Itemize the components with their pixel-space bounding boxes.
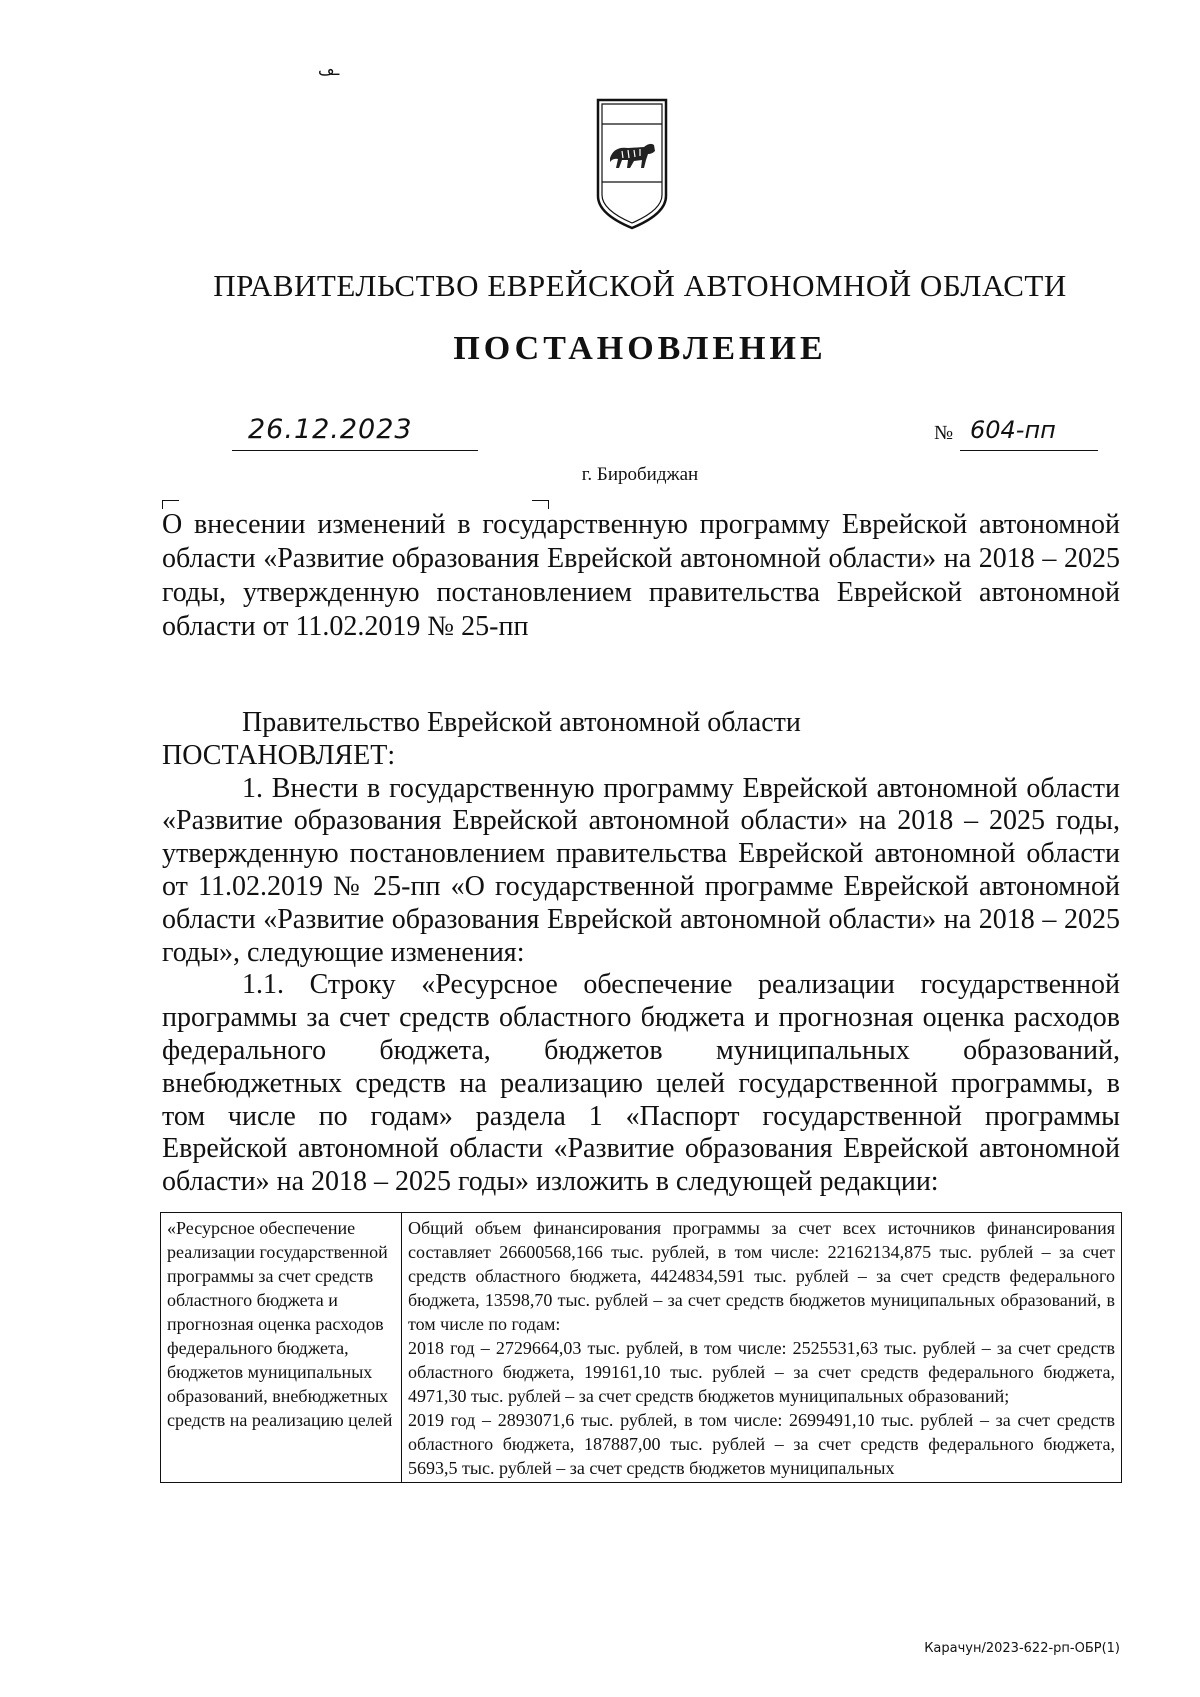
resource-table (160, 1212, 1122, 1483)
table-label-cell: «Ресурсное обеспечение реализации государственной программы за счет средств областного бюджета и прогнозная оценка расходов федерального бюджета, бюджетов муниципальных образований, внебюджетных средств на реализацию целей (161, 1213, 402, 1483)
item-1-1: 1.1. Строку «Ресурсное обеспечение реализации государственной программы за счет средств областного бюджета и прогнозная оценка расходов федерального бюджета, бюджетов муниципальных образований, внебюджетных средств на реализацию целей государственной программы, в том числе по годам» раздела 1 «Паспорт государственной программы Еврейской автономной области «Развитие образования Еврейской автономной области» на 2018 – 2025 годы» изложить в следующей редакции: (162, 969, 1120, 1198)
city-line: г. Биробиджан (581, 464, 699, 485)
item-1: 1. Внести в государственную программу Еврейской автономной области «Развитие образования Еврейской автономной области» на 2018 – 2025 годы, утвержденную постановлением правительства Еврейской автономной области от 11.02.2019 № 25-пп «О государственной программе Еврейской автономной области «Развитие образования Еврейской автономной области» на 2018 – 2025 годы», следующие изменения: (162, 772, 1120, 968)
document-type-title: ПОСТАНОВЛЕНИЕ (453, 330, 827, 367)
value-paragraph-total: Общий объем финансирования программы за счет всех источников финансирования составляет 26600568,166 тыс. рублей, в том числе: 22162134,875 тыс. рублей – за счет средств областного бюджета, 4424834,591 тыс. рублей – за счет средств федерального бюджета, 13598,70 тыс. рублей – за счет средств бюджетов муниципальных образований, в том числе по годам: (408, 1218, 1115, 1334)
table-row (161, 1213, 1122, 1483)
number-label: № (934, 422, 954, 444)
value-paragraph-2019: 2019 год – 2893071,6 тыс. рублей, в том числе: 2699491,10 тыс. рублей – за счет средств областного бюджета, 187887,00 тыс. рублей – за счет средств федерального бюджета, 5693,5 тыс. рублей – за счет средств бюджетов муниципальных (408, 1410, 1115, 1478)
coat-of-arms-emblem (592, 96, 672, 232)
footer-document-code: Карачун/2023-622-рп-ОБР(1) (924, 1641, 1120, 1656)
scan-mark: ـڡ (318, 62, 340, 79)
document-subject: О внесении изменений в государственную программу Еврейской автономной области «Развитие образования Еврейской автономной области» на 2018 – 2025 годы, утвержденную постановлением правительства Еврейской автономной области от 11.02.2019 № 25-пп (162, 509, 1120, 642)
government-title: ПРАВИТЕЛЬСТВО ЕВРЕЙСКОЙ АВТОНОМНОЙ ОБЛАСТИ (213, 268, 1067, 303)
intro-line: Правительство Еврейской автономной области (242, 707, 801, 738)
table-value-cell (402, 1213, 1122, 1483)
document-number: 604-пп (960, 412, 1098, 451)
resolves-line: ПОСТАНОВЛЯЕТ: (162, 739, 396, 771)
document-date: 26.12.2023 (232, 412, 478, 451)
value-paragraph-2018: 2018 год – 2729664,03 тыс. рублей, в том числе: 2525531,63 тыс. рублей – за счет средств областного бюджета, 199161,10 тыс. рублей – за счет средств федерального бюджета, 4971,30 тыс. рублей – за счет средств бюджетов муниципальных образований; (408, 1338, 1115, 1406)
document-body (162, 707, 1120, 1199)
